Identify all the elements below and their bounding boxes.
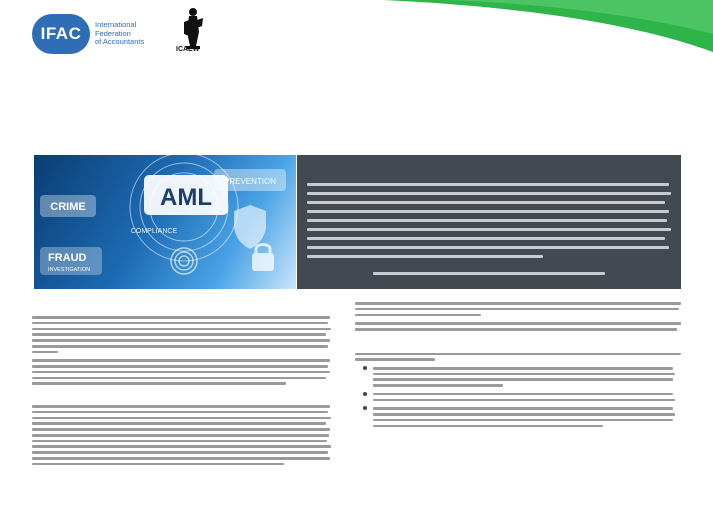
section-heading: [32, 302, 332, 312]
left-column: [32, 302, 332, 471]
right-column: [355, 302, 683, 433]
hero-illustration: [34, 155, 296, 289]
text-line: [307, 246, 669, 249]
aml-label: AML: [160, 184, 212, 211]
lock-icon: [252, 245, 274, 272]
compliance-label: COMPLIANCE: [130, 228, 178, 235]
list-item: [373, 367, 683, 387]
bullet-icon: [363, 366, 367, 370]
section-intro-paragraph: [355, 353, 683, 361]
crime-label: CRIME: [50, 201, 86, 213]
ifac-org-line: International: [95, 20, 137, 30]
ifac-logo: [32, 14, 155, 54]
section-paragraph: [32, 316, 332, 353]
bullet-icon: [363, 392, 367, 396]
section-heading: [355, 339, 683, 349]
investigation-label: INVESTIGATION: [48, 267, 91, 273]
text-line: [307, 237, 665, 240]
text-line: [307, 228, 671, 231]
text-line: [307, 201, 665, 204]
fraud-label: FRAUD: [48, 252, 87, 264]
text-line: [307, 183, 669, 186]
text-line: [307, 255, 543, 258]
ifac-organization-name: [95, 21, 155, 47]
ifac-org-line: of Accountants: [95, 37, 145, 47]
panel-source-note-line: [373, 272, 605, 275]
intro-paragraph: [355, 302, 683, 316]
bullet-list: [373, 367, 683, 427]
definition-panel: [297, 155, 681, 289]
hero-image: [34, 155, 296, 289]
ifac-logo-mark: IFAC: [32, 14, 90, 54]
list-item: [373, 393, 683, 401]
section-paragraph: [32, 405, 332, 465]
document-header: [0, 0, 713, 68]
shield-icon: [234, 205, 266, 249]
section-heading: [52, 391, 332, 401]
follow-up-paragraph: [355, 322, 683, 330]
text-line: [307, 210, 669, 213]
prevention-label: PREVENTION: [223, 177, 277, 186]
section-paragraph: [32, 359, 332, 385]
text-line: [307, 219, 667, 222]
text-line: [307, 192, 671, 195]
bullet-icon: [363, 406, 367, 410]
list-item: [373, 407, 683, 427]
green-swoosh-decoration: [383, 0, 713, 68]
ifac-org-line: Federation: [95, 28, 131, 38]
icaew-label: ICAEW: [176, 46, 200, 53]
